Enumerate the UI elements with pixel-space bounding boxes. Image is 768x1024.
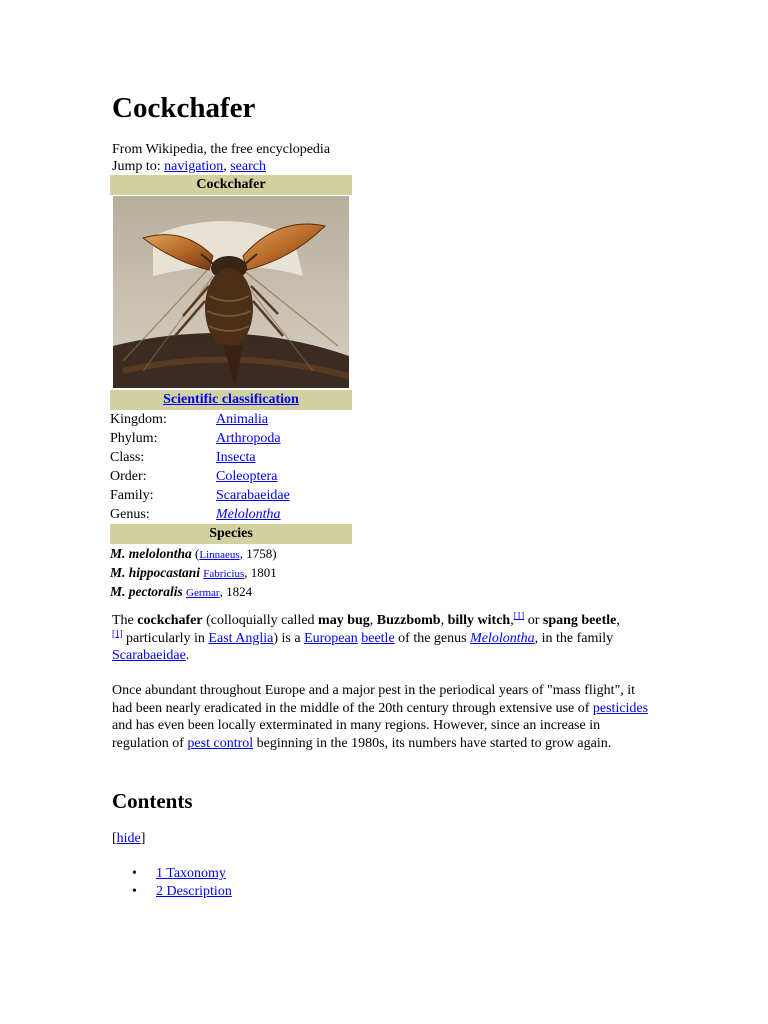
family-link[interactable]: Scarabaeidae: [216, 488, 290, 503]
tagline: From Wikipedia, the free encyclopedia: [112, 142, 331, 157]
genus-label: Genus:: [110, 507, 150, 522]
text: particularly in: [122, 630, 209, 646]
search-link[interactable]: search: [230, 159, 266, 174]
text: ,: [616, 613, 620, 628]
text: .: [185, 648, 190, 663]
species-author-link[interactable]: Linnaeus: [199, 549, 240, 561]
bracket: [: [112, 831, 117, 846]
bullet-icon: •: [132, 884, 137, 899]
bold-term: Buzzbomb: [376, 613, 441, 628]
text: and has even been locally exterminated in many regions. However, since an increase in regulation of: [112, 718, 601, 751]
text: ,: [440, 613, 448, 628]
order-label: Order:: [110, 469, 147, 484]
cockchafer-image[interactable]: [113, 196, 349, 388]
text: beginning in the 1980s, its numbers have started to grow again.: [253, 735, 612, 751]
citation-link[interactable]: [1]: [112, 627, 123, 638]
kingdom-link[interactable]: Animalia: [216, 412, 269, 427]
european-link[interactable]: European: [304, 630, 358, 646]
species-item: [110, 583, 352, 602]
species-author-link[interactable]: Germar: [186, 587, 220, 599]
text: ,: [369, 613, 377, 628]
genus-row: [110, 505, 352, 524]
class-row: [110, 448, 352, 467]
species-name: M. pectoralis: [110, 584, 183, 599]
pesticides-link[interactable]: pesticides: [592, 700, 649, 716]
text: The: [112, 613, 138, 628]
bracket: ]: [140, 831, 146, 846]
beetle-link[interactable]: beetle: [361, 630, 395, 646]
order-link[interactable]: Coleoptera: [216, 469, 278, 484]
toc-link-taxonomy[interactable]: 1 Taxonomy: [156, 866, 226, 881]
scarabaeidae-link[interactable]: Scarabaeidae: [112, 648, 186, 663]
page-title: Cockchafer: [112, 92, 256, 124]
species-year: , 1758): [239, 546, 277, 561]
phylum-row: [110, 429, 352, 448]
family-row: [110, 486, 352, 505]
melolontha-link[interactable]: Melolontha: [470, 630, 535, 646]
text: or: [524, 613, 543, 628]
species-name: M. hippocastani: [110, 565, 201, 580]
text: (colloquially called: [202, 613, 319, 628]
species-year: , 1801: [244, 565, 277, 580]
text: of the genus: [394, 630, 471, 646]
contents-title: Contents: [112, 789, 193, 813]
phylum-label: Phylum:: [110, 431, 158, 446]
species-list: [110, 544, 352, 602]
toc-item: [132, 865, 232, 883]
intro-paragraph: [112, 612, 652, 665]
species-year: , 1824: [219, 584, 253, 599]
bold-term: may bug: [318, 613, 370, 628]
bold-term: billy witch: [447, 613, 511, 628]
species-item: [110, 545, 352, 564]
citation-link[interactable]: [1]: [513, 610, 525, 621]
class-label: Class:: [110, 450, 145, 465]
phylum-link[interactable]: Arthropoda: [216, 431, 281, 446]
text: , in the family: [534, 630, 614, 646]
classification-rows: [110, 410, 352, 524]
jump-links: [112, 158, 266, 175]
toc-toggle: [112, 830, 145, 847]
navigation-link[interactable]: navigation: [164, 159, 224, 174]
species-name: M. melolontha: [110, 546, 192, 561]
bold-term: spang beetle: [542, 613, 617, 628]
jump-separator: ,: [223, 159, 231, 174]
scientific-classification-header: [110, 390, 352, 410]
hide-toc-link[interactable]: hide: [116, 831, 141, 846]
order-row: [110, 467, 352, 486]
jump-prefix: Jump to:: [112, 159, 165, 174]
class-link[interactable]: Insecta: [216, 450, 256, 465]
table-of-contents: [132, 865, 232, 901]
bold-term: cockchafer: [137, 613, 203, 628]
bullet-icon: •: [132, 866, 137, 881]
text: Once abundant throughout Europe and a major pest in the periodical years of "mass flight", it had been nearly eradicated in the middle of the 20th century through extensive use of: [112, 683, 636, 716]
species-author-link[interactable]: Fabricius: [203, 568, 245, 580]
text: ) is a: [273, 630, 305, 646]
species-text: (: [191, 546, 200, 561]
toc-item: [132, 883, 232, 901]
pest-control-link[interactable]: pest control: [187, 735, 254, 751]
taxobox-title: Cockchafer: [110, 175, 352, 195]
history-paragraph: [112, 682, 650, 752]
kingdom-label: Kingdom:: [110, 412, 167, 427]
east-anglia-link[interactable]: East Anglia: [208, 630, 274, 646]
species-header: Species: [110, 524, 352, 544]
species-item: [110, 564, 352, 583]
kingdom-row: [110, 410, 352, 429]
family-label: Family:: [110, 488, 154, 503]
beetle-illustration: [113, 196, 349, 388]
text: ,: [510, 613, 514, 628]
genus-link[interactable]: Melolontha: [216, 507, 281, 522]
scientific-classification-link[interactable]: Scientific classification: [163, 392, 299, 407]
toc-link-description[interactable]: 2 Description: [156, 884, 232, 899]
taxobox: [110, 175, 352, 602]
